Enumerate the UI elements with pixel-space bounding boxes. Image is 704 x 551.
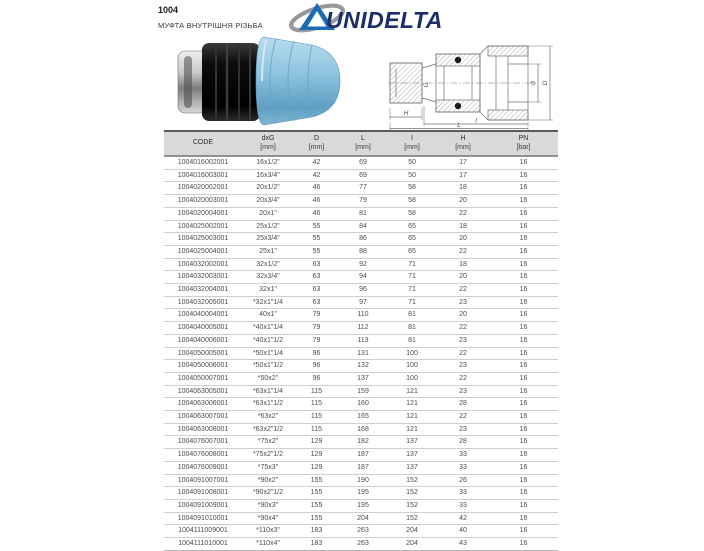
table-cell: 204 bbox=[387, 538, 437, 551]
table-cell: 16 bbox=[489, 296, 558, 309]
table-cell: 16 bbox=[489, 334, 558, 347]
table-cell: 46 bbox=[294, 195, 339, 208]
table-cell: 18 bbox=[437, 220, 489, 233]
table-cell: 25x1/2" bbox=[242, 220, 294, 233]
table-cell: 1004020002001 bbox=[164, 182, 242, 195]
table-cell: 1004111009001 bbox=[164, 525, 242, 538]
table-cell: 33 bbox=[437, 449, 489, 462]
table-cell: 16 bbox=[489, 169, 558, 182]
table-cell: 1004025003001 bbox=[164, 233, 242, 246]
table-cell: 100 bbox=[387, 372, 437, 385]
table-row bbox=[164, 487, 558, 500]
table-cell: 131 bbox=[339, 347, 387, 360]
table-cell: 16 bbox=[489, 372, 558, 385]
table-cell: 155 bbox=[294, 487, 339, 500]
table-cell: 20x3/4" bbox=[242, 195, 294, 208]
table-row bbox=[164, 334, 558, 347]
table-cell: 152 bbox=[387, 487, 437, 500]
table-cell: 42 bbox=[437, 512, 489, 525]
table-row bbox=[164, 309, 558, 322]
table-cell: 152 bbox=[387, 474, 437, 487]
table-cell: 1004020004001 bbox=[164, 207, 242, 220]
table-cell: 195 bbox=[339, 487, 387, 500]
table-cell: 16 bbox=[489, 487, 558, 500]
table-row bbox=[164, 461, 558, 474]
table-cell: 1004063008001 bbox=[164, 423, 242, 436]
table-cell: 58 bbox=[387, 207, 437, 220]
table-row bbox=[164, 195, 558, 208]
table-cell: 32x1" bbox=[242, 284, 294, 297]
table-cell: 16 bbox=[489, 411, 558, 424]
table-cell: 1004091008001 bbox=[164, 487, 242, 500]
table-cell: 1004032005001 bbox=[164, 296, 242, 309]
table-cell: 1004040004001 bbox=[164, 309, 242, 322]
table-cell: 28 bbox=[437, 398, 489, 411]
table-cell: 16x3/4" bbox=[242, 169, 294, 182]
table-cell: 79 bbox=[294, 334, 339, 347]
table-cell: 43 bbox=[437, 538, 489, 551]
table-cell: 183 bbox=[294, 525, 339, 538]
table-cell: 16 bbox=[489, 398, 558, 411]
table-cell: 16 bbox=[489, 436, 558, 449]
table-cell: 22 bbox=[437, 411, 489, 424]
product-code-heading: 1004 bbox=[158, 5, 179, 15]
table-cell: 16 bbox=[489, 322, 558, 335]
table-cell: 81 bbox=[387, 309, 437, 322]
table-cell: 94 bbox=[339, 271, 387, 284]
table-cell: 23 bbox=[437, 423, 489, 436]
table-cell: 81 bbox=[387, 334, 437, 347]
table-cell: *75x2" bbox=[242, 436, 294, 449]
table-cell: 79 bbox=[339, 195, 387, 208]
table-cell: 96 bbox=[294, 372, 339, 385]
table-cell: *90x4" bbox=[242, 512, 294, 525]
table-cell: 71 bbox=[387, 284, 437, 297]
table-row bbox=[164, 233, 558, 246]
table-cell: 263 bbox=[339, 538, 387, 551]
table-cell: 1004040006001 bbox=[164, 334, 242, 347]
table-cell: 69 bbox=[339, 169, 387, 182]
table-row bbox=[164, 156, 558, 169]
table-cell: 129 bbox=[294, 449, 339, 462]
table-cell: *40x1"1/2 bbox=[242, 334, 294, 347]
table-cell: 190 bbox=[339, 474, 387, 487]
table-cell: 20 bbox=[437, 271, 489, 284]
table-cell: 1004032003001 bbox=[164, 271, 242, 284]
table-cell: 63 bbox=[294, 284, 339, 297]
table-cell: 121 bbox=[387, 411, 437, 424]
table-cell: 17 bbox=[437, 156, 489, 169]
table-cell: 183 bbox=[294, 538, 339, 551]
spec-table-header-row bbox=[164, 131, 558, 156]
table-cell: 71 bbox=[387, 271, 437, 284]
table-cell: 97 bbox=[339, 296, 387, 309]
table-row bbox=[164, 296, 558, 309]
table-cell: 23 bbox=[437, 296, 489, 309]
table-cell: *90x2" bbox=[242, 474, 294, 487]
table-cell: 137 bbox=[339, 372, 387, 385]
dim-label-d-big: D bbox=[542, 80, 549, 86]
table-cell: 79 bbox=[294, 322, 339, 335]
table-cell: 1004020003001 bbox=[164, 195, 242, 208]
table-cell: 42 bbox=[294, 156, 339, 169]
table-cell: 16 bbox=[489, 195, 558, 208]
table-cell: 23 bbox=[437, 334, 489, 347]
table-cell: 152 bbox=[387, 499, 437, 512]
table-cell: 1004063006001 bbox=[164, 398, 242, 411]
logo-text: UNIDELTA bbox=[326, 7, 443, 33]
table-cell: 23 bbox=[437, 360, 489, 373]
table-cell: 16 bbox=[489, 309, 558, 322]
table-cell: 55 bbox=[294, 220, 339, 233]
table-cell: 121 bbox=[387, 423, 437, 436]
table-row bbox=[164, 499, 558, 512]
table-cell: 26 bbox=[437, 474, 489, 487]
column-header: I [mm] bbox=[387, 131, 437, 156]
table-cell: 16 bbox=[489, 233, 558, 246]
table-cell: 168 bbox=[339, 423, 387, 436]
table-cell: 1004050005001 bbox=[164, 347, 242, 360]
table-cell: 17 bbox=[437, 169, 489, 182]
table-cell: 263 bbox=[339, 525, 387, 538]
table-cell: 115 bbox=[294, 385, 339, 398]
table-cell: *75x2"1/2 bbox=[242, 449, 294, 462]
table-row bbox=[164, 207, 558, 220]
table-cell: 96 bbox=[294, 347, 339, 360]
table-cell: 16 bbox=[489, 499, 558, 512]
table-cell: 16 bbox=[489, 449, 558, 462]
table-cell: 16 bbox=[489, 207, 558, 220]
table-row bbox=[164, 220, 558, 233]
table-cell: 187 bbox=[339, 449, 387, 462]
table-cell: 65 bbox=[387, 220, 437, 233]
table-cell: 204 bbox=[339, 512, 387, 525]
table-cell: *110x3" bbox=[242, 525, 294, 538]
table-cell: 20 bbox=[437, 309, 489, 322]
table-cell: 155 bbox=[294, 512, 339, 525]
table-cell: 81 bbox=[387, 322, 437, 335]
table-cell: 55 bbox=[294, 245, 339, 258]
table-cell: 16 bbox=[489, 512, 558, 525]
table-cell: *50x2" bbox=[242, 372, 294, 385]
table-cell: 96 bbox=[339, 284, 387, 297]
table-cell: 132 bbox=[339, 360, 387, 373]
column-header: D [mm] bbox=[294, 131, 339, 156]
table-cell: 28 bbox=[437, 436, 489, 449]
table-cell: 33 bbox=[437, 461, 489, 474]
table-cell: 155 bbox=[294, 499, 339, 512]
table-row bbox=[164, 411, 558, 424]
table-cell: 115 bbox=[294, 423, 339, 436]
table-cell: *110x4" bbox=[242, 538, 294, 551]
table-cell: 1004050006001 bbox=[164, 360, 242, 373]
table-cell: 46 bbox=[294, 182, 339, 195]
technical-drawing bbox=[388, 28, 570, 130]
table-cell: 92 bbox=[339, 258, 387, 271]
table-cell: 50 bbox=[387, 156, 437, 169]
table-cell: *63x2"1/2 bbox=[242, 423, 294, 436]
table-row bbox=[164, 385, 558, 398]
table-cell: 58 bbox=[387, 182, 437, 195]
spec-table-head bbox=[164, 131, 558, 156]
table-cell: 16 bbox=[489, 245, 558, 258]
table-cell: *40x1"1/4 bbox=[242, 322, 294, 335]
table-cell: 22 bbox=[437, 322, 489, 335]
table-cell: 23 bbox=[437, 385, 489, 398]
table-cell: 129 bbox=[294, 461, 339, 474]
table-cell: 96 bbox=[294, 360, 339, 373]
table-cell: *63x1"1/2 bbox=[242, 398, 294, 411]
table-cell: *32x1"1/4 bbox=[242, 296, 294, 309]
table-row bbox=[164, 245, 558, 258]
table-cell: 22 bbox=[437, 284, 489, 297]
table-cell: 100 bbox=[387, 360, 437, 373]
table-cell: 1004076008001 bbox=[164, 449, 242, 462]
table-cell: 65 bbox=[387, 245, 437, 258]
table-cell: 137 bbox=[387, 461, 437, 474]
table-cell: 86 bbox=[339, 233, 387, 246]
table-cell: 16 bbox=[489, 347, 558, 360]
table-cell: 18 bbox=[437, 258, 489, 271]
table-cell: 55 bbox=[294, 233, 339, 246]
table-cell: 16 bbox=[489, 538, 558, 551]
table-cell: 1004076009001 bbox=[164, 461, 242, 474]
table-cell: 16 bbox=[489, 474, 558, 487]
table-cell: *63x1"1/4 bbox=[242, 385, 294, 398]
dim-label-h: H bbox=[403, 110, 409, 117]
table-row bbox=[164, 436, 558, 449]
table-cell: 1004076007001 bbox=[164, 436, 242, 449]
table-cell: 71 bbox=[387, 296, 437, 309]
table-cell: 165 bbox=[339, 411, 387, 424]
table-cell: 16 bbox=[489, 525, 558, 538]
table-cell: 20x1/2" bbox=[242, 182, 294, 195]
product-photo bbox=[172, 34, 348, 129]
table-cell: 88 bbox=[339, 245, 387, 258]
table-row bbox=[164, 271, 558, 284]
table-cell: 1004091009001 bbox=[164, 499, 242, 512]
table-cell: 20x1" bbox=[242, 207, 294, 220]
dim-label-g: G bbox=[423, 82, 430, 88]
table-cell: 33 bbox=[437, 499, 489, 512]
table-cell: 115 bbox=[294, 398, 339, 411]
table-cell: 16 bbox=[489, 220, 558, 233]
table-cell: *50x1"1/4 bbox=[242, 347, 294, 360]
table-cell: *63x2" bbox=[242, 411, 294, 424]
table-row bbox=[164, 169, 558, 182]
table-cell: 18 bbox=[437, 182, 489, 195]
table-cell: 152 bbox=[387, 512, 437, 525]
table-cell: 113 bbox=[339, 334, 387, 347]
table-cell: 32x1/2" bbox=[242, 258, 294, 271]
table-cell: 71 bbox=[387, 258, 437, 271]
table-row bbox=[164, 449, 558, 462]
table-cell: 110 bbox=[339, 309, 387, 322]
spec-table-body bbox=[164, 156, 558, 550]
table-cell: 121 bbox=[387, 398, 437, 411]
table-row bbox=[164, 322, 558, 335]
spec-table bbox=[164, 130, 558, 551]
table-cell: 1004091010001 bbox=[164, 512, 242, 525]
table-row bbox=[164, 347, 558, 360]
table-cell: 16 bbox=[489, 156, 558, 169]
table-cell: 1004091007001 bbox=[164, 474, 242, 487]
table-cell: 20 bbox=[437, 233, 489, 246]
table-row bbox=[164, 258, 558, 271]
table-cell: 195 bbox=[339, 499, 387, 512]
table-cell: 1004016003001 bbox=[164, 169, 242, 182]
table-cell: *75x3" bbox=[242, 461, 294, 474]
dim-label-i: I bbox=[475, 117, 477, 125]
column-header: CODE bbox=[164, 131, 242, 156]
page-title: МУФТА ВНУТРІШНЯ РІЗЬБА bbox=[158, 21, 263, 30]
table-cell: 1004040005001 bbox=[164, 322, 242, 335]
table-cell: 1004063007001 bbox=[164, 411, 242, 424]
table-cell: 16x1/2" bbox=[242, 156, 294, 169]
table-cell: 46 bbox=[294, 207, 339, 220]
table-cell: 112 bbox=[339, 322, 387, 335]
table-cell: 40x1" bbox=[242, 309, 294, 322]
table-cell: 16 bbox=[489, 284, 558, 297]
table-cell: 1004025004001 bbox=[164, 245, 242, 258]
table-cell: 16 bbox=[489, 461, 558, 474]
table-cell: 100 bbox=[387, 347, 437, 360]
table-cell: 25x1" bbox=[242, 245, 294, 258]
table-cell: 16 bbox=[489, 271, 558, 284]
table-cell: 63 bbox=[294, 296, 339, 309]
table-cell: 1004050007001 bbox=[164, 372, 242, 385]
table-cell: 187 bbox=[339, 461, 387, 474]
table-cell: *50x1"1/2 bbox=[242, 360, 294, 373]
table-cell: *90x2"1/2 bbox=[242, 487, 294, 500]
table-cell: 20 bbox=[437, 195, 489, 208]
table-cell: 16 bbox=[489, 360, 558, 373]
table-cell: 1004032004001 bbox=[164, 284, 242, 297]
table-cell: 159 bbox=[339, 385, 387, 398]
table-cell: 137 bbox=[387, 436, 437, 449]
table-cell: 1004032002001 bbox=[164, 258, 242, 271]
table-cell: 115 bbox=[294, 411, 339, 424]
table-cell: 137 bbox=[387, 449, 437, 462]
table-cell: 16 bbox=[489, 423, 558, 436]
table-cell: 79 bbox=[294, 309, 339, 322]
table-row bbox=[164, 398, 558, 411]
table-row bbox=[164, 284, 558, 297]
table-row bbox=[164, 423, 558, 436]
table-cell: 22 bbox=[437, 207, 489, 220]
table-cell: *90x3" bbox=[242, 499, 294, 512]
table-row bbox=[164, 525, 558, 538]
table-cell: 121 bbox=[387, 385, 437, 398]
table-row bbox=[164, 360, 558, 373]
column-header: H [mm] bbox=[437, 131, 489, 156]
table-cell: 155 bbox=[294, 474, 339, 487]
table-cell: 22 bbox=[437, 245, 489, 258]
table-cell: 160 bbox=[339, 398, 387, 411]
table-cell: 65 bbox=[387, 233, 437, 246]
table-cell: 69 bbox=[339, 156, 387, 169]
column-header: L [mm] bbox=[339, 131, 387, 156]
table-cell: 22 bbox=[437, 372, 489, 385]
table-cell: 63 bbox=[294, 271, 339, 284]
table-cell: 204 bbox=[387, 525, 437, 538]
table-row bbox=[164, 474, 558, 487]
table-cell: 63 bbox=[294, 258, 339, 271]
column-header: PN [bar] bbox=[489, 131, 558, 156]
table-cell: 25x3/4" bbox=[242, 233, 294, 246]
table-cell: 40 bbox=[437, 525, 489, 538]
table-cell: 77 bbox=[339, 182, 387, 195]
table-cell: 32x3/4" bbox=[242, 271, 294, 284]
table-cell: 50 bbox=[387, 169, 437, 182]
fitting-blue-cap bbox=[256, 37, 340, 125]
table-cell: 22 bbox=[437, 347, 489, 360]
fitting-black-nut bbox=[202, 43, 260, 121]
table-cell: 16 bbox=[489, 385, 558, 398]
table-cell: 16 bbox=[489, 258, 558, 271]
table-cell: 81 bbox=[339, 207, 387, 220]
table-row bbox=[164, 538, 558, 551]
table-cell: 16 bbox=[489, 182, 558, 195]
table-cell: 84 bbox=[339, 220, 387, 233]
table-cell: 1004016002001 bbox=[164, 156, 242, 169]
column-header: dxG [mm] bbox=[242, 131, 294, 156]
table-cell: 1004111010001 bbox=[164, 538, 242, 551]
dim-label-l: L bbox=[457, 122, 461, 129]
table-row bbox=[164, 182, 558, 195]
table-row bbox=[164, 372, 558, 385]
table-cell: 182 bbox=[339, 436, 387, 449]
table-cell: 58 bbox=[387, 195, 437, 208]
table-cell: 1004025002001 bbox=[164, 220, 242, 233]
table-row bbox=[164, 512, 558, 525]
table-cell: 1004063005001 bbox=[164, 385, 242, 398]
table-cell: 42 bbox=[294, 169, 339, 182]
table-cell: 33 bbox=[437, 487, 489, 500]
table-cell: 129 bbox=[294, 436, 339, 449]
dim-label-d-small: d bbox=[530, 81, 537, 85]
